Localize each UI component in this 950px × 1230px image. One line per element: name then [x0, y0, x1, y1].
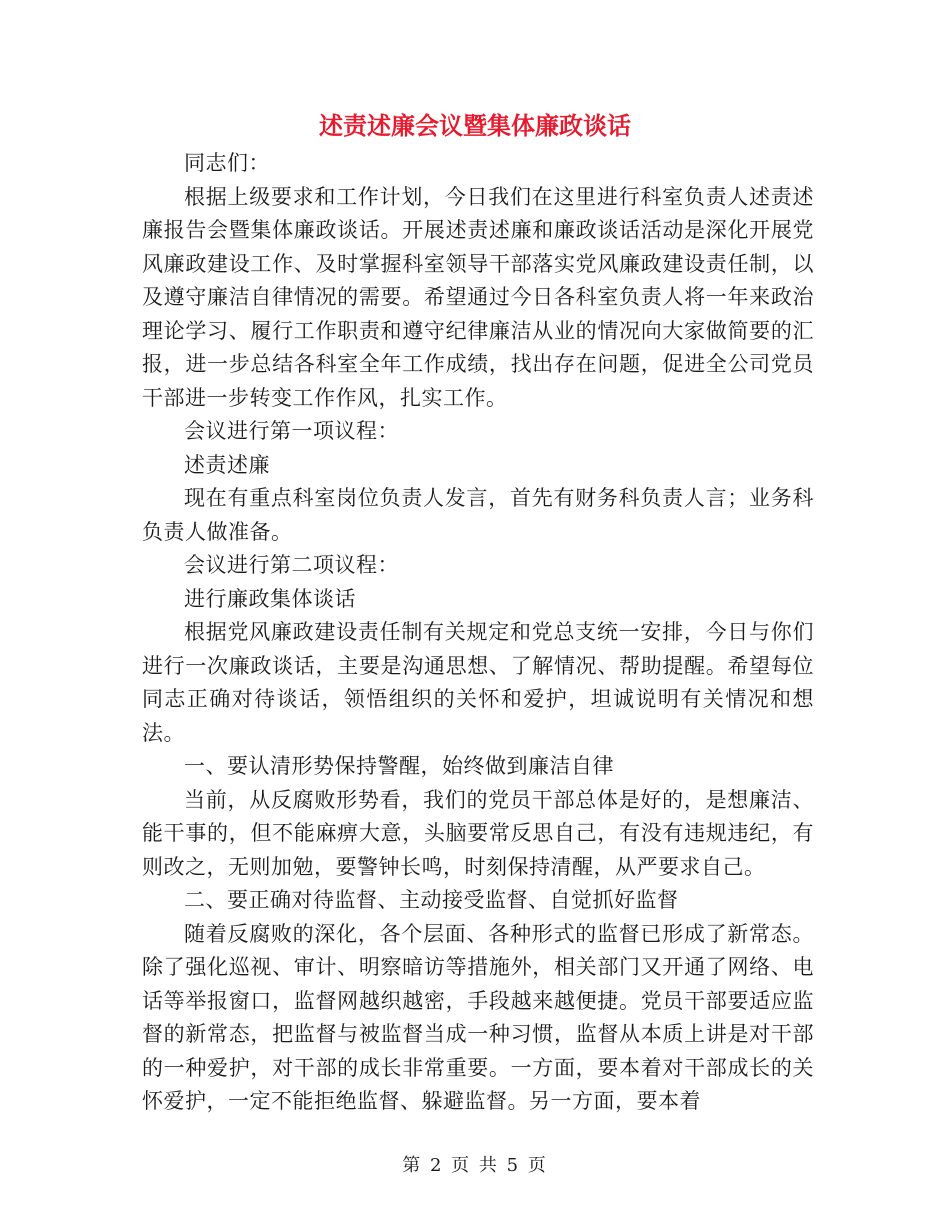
document-title: 述责述廉会议暨集体廉政谈话: [319, 111, 631, 140]
paragraph-salutation: 同志们：: [184, 151, 270, 175]
page-number-footer: 第 2 页 共 5 页: [402, 1155, 548, 1176]
paragraph-agenda-two: 会议进行第二项议程：: [184, 553, 399, 577]
paragraph-talk-intro: 根据党风廉政建设责任制有关规定和党总支统一安排，今日与你们进行一次廉政谈话，主要是沟通思想、了解情况、帮助提醒。希望每位同志正确对待谈话，领悟组织的关怀和爱护，坦诚说明有关情况和想法。: [142, 620, 814, 745]
section-heading-two: 二、要正确对待监督、主动接受监督、自觉抓好监督: [184, 888, 679, 912]
paragraph-speakers: 现在有重点科室岗位负责人发言，首先有财务科负责人言；业务科负责人做准备。: [142, 486, 814, 544]
section-heading-one: 一、要认清形势保持警醒，始终做到廉洁自律: [184, 754, 614, 778]
paragraph-agenda-two-title: 进行廉政集体谈话: [184, 586, 356, 611]
document-body: [142, 147, 814, 1119]
paragraph-section-two: 随着反腐败的深化，各个层面、各种形式的监督已形成了新常态。除了强化巡视、审计、明察暗访等措施外，相关部门又开通了网络、电话等举报窗口，监督网越织越密，手段越来越便捷。党员干部要适应监督的新常态，把监督与被监督当成一种习惯，监督从本质上讲是对干部的一种爱护，对干部的成长非常重要。一方面，要本着对干部成长的关怀爱护，一定不能拒绝监督、躲避监督。另一方面，要本着: [142, 921, 814, 1113]
paragraph-agenda-one-title: 述责述廉: [184, 452, 270, 477]
paragraph-agenda-one: 会议进行第一项议程：: [184, 419, 399, 443]
paragraph-section-one: 当前，从反腐败形势看，我们的党员干部总体是好的，是想廉洁、能干事的，但不能麻痹大意，头脑要常反思自己，有没有违规违纪，有则改之，无则加勉，要警钟长鸣，时刻保持清醒，从严要求自己。: [142, 787, 814, 879]
paragraph-intro: 根据上级要求和工作计划，今日我们在这里进行科室负责人述责述廉报告会暨集体廉政谈话。开展述责述廉和廉政谈话活动是深化开展党风廉政建设工作、及时掌握科室领导干部落实党风廉政建设责任制，以及遵守廉洁自律情况的需要。希望通过今日各科室负责人将一年来政治理论学习、履行工作职责和遵守纪律廉洁从业的情况向大家做简要的汇报，进一步总结各科室全年工作成绩，找出存在问题，促进全公司党员干部进一步转变工作作风，扎实工作。: [142, 184, 814, 410]
